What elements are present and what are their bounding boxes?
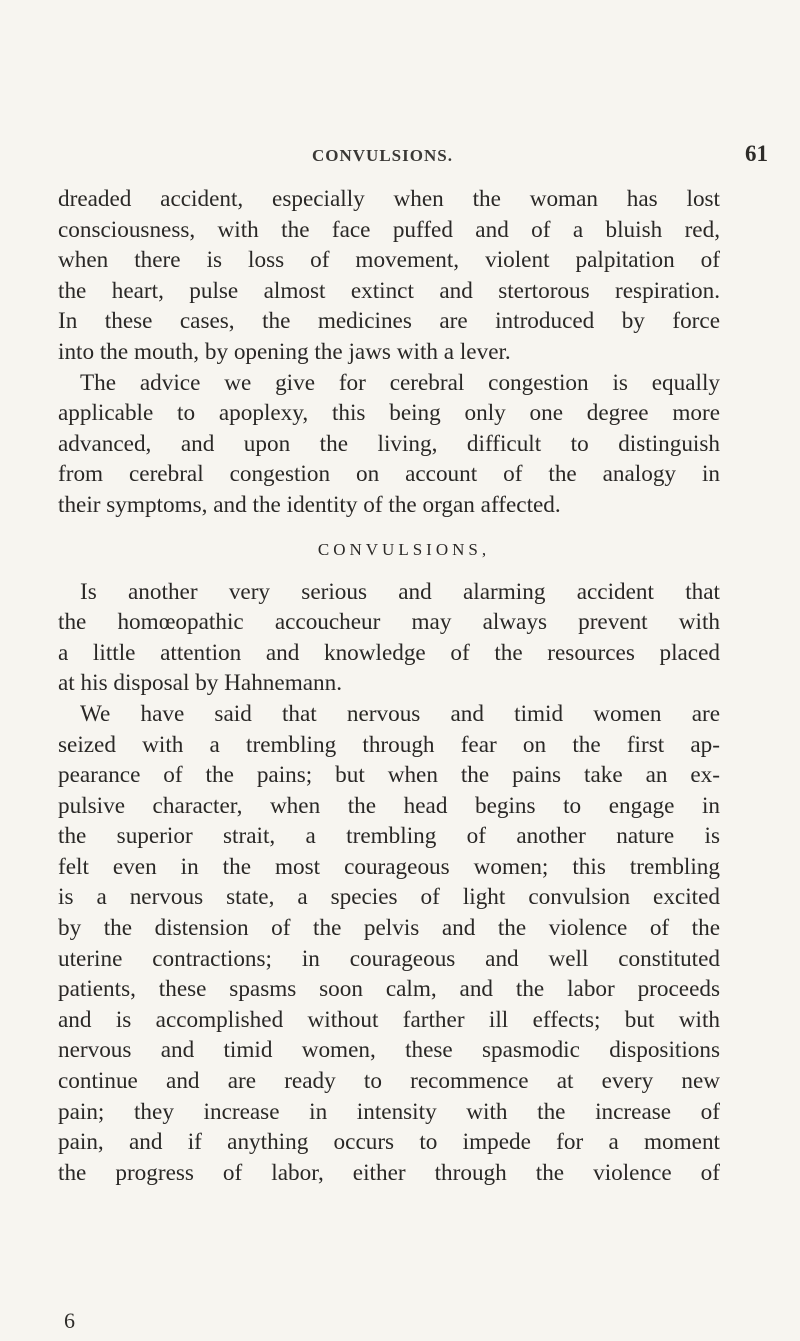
paragraph-3 [58, 577, 720, 699]
text-line: when there is loss of movement, violent palpitation of [58, 247, 720, 274]
text-line: the progress of labor, either through the violence of [58, 1159, 720, 1186]
text-line: the superior strait, a trembling of another nature is [58, 823, 720, 850]
text-line: Is another very serious and alarming accident that [80, 578, 720, 605]
text-line: at his disposal by Hahnemann. [58, 670, 343, 697]
text-line: the homœopathic accoucheur may always prevent with [58, 609, 720, 636]
text-line: applicable to apoplexy, this being only one degree more [58, 400, 720, 427]
text-line: felt even in the most courageous women; this trembling [58, 853, 720, 880]
text-line: from cerebral congestion on account of the analogy in [58, 461, 720, 488]
text-line: into the mouth, by opening the jaws with a lever. [58, 338, 511, 365]
text-line: continue and are ready to recommence at every new [58, 1068, 720, 1095]
body-text [58, 184, 720, 1188]
text-line: consciousness, with the face puffed and of a bluish red, [58, 216, 720, 243]
section-heading: CONVULSIONS, [317, 539, 491, 559]
text-line: pearance of the pains; but when the pains take an ex- [58, 762, 720, 789]
text-line: uterine contractions; in courageous and well constituted [58, 945, 720, 972]
text-line: the heart, pulse almost extinct and stertorous respiration. [58, 277, 720, 304]
text-line: In these cases, the medicines are introduced by force [58, 308, 720, 335]
text-line: a little attention and knowledge of the resources placed [58, 639, 720, 666]
text-line: The advice we give for cerebral congestion is equally [80, 369, 720, 396]
text-line: seized with a trembling through fear on the first ap- [58, 731, 720, 758]
running-title: CONVULSIONS. [312, 146, 453, 165]
text-line: is a nervous state, a species of light convulsion excited [58, 884, 720, 911]
text-line: pain, and if anything occurs to impede for a moment [58, 1129, 720, 1156]
text-line: their symptoms, and the identity of the organ affected. [58, 491, 561, 518]
text-line: nervous and timid women, these spasmodic dispositions [58, 1037, 720, 1064]
page-number: 61 [745, 141, 768, 166]
text-line: patients, these spasms soon calm, and the labor proceeds [58, 976, 720, 1003]
signature-mark: 6 [64, 1308, 75, 1333]
text-line: advanced, and upon the living, difficult to distinguish [58, 430, 720, 457]
text-line: pulsive character, when the head begins to engage in [58, 792, 720, 819]
paragraph-1 [58, 184, 720, 368]
text-line: pain; they increase in intensity with the increase of [58, 1098, 720, 1125]
text-line: We have said that nervous and timid women are [80, 700, 720, 727]
text-line: and is accomplished without farther ill effects; but with [58, 1006, 720, 1033]
paragraph-2 [58, 368, 720, 521]
paragraph-4 [58, 699, 720, 1189]
text-line: dreaded accident, especially when the woman has lost [58, 186, 720, 212]
text-line: by the distension of the pelvis and the violence of the [58, 915, 720, 942]
